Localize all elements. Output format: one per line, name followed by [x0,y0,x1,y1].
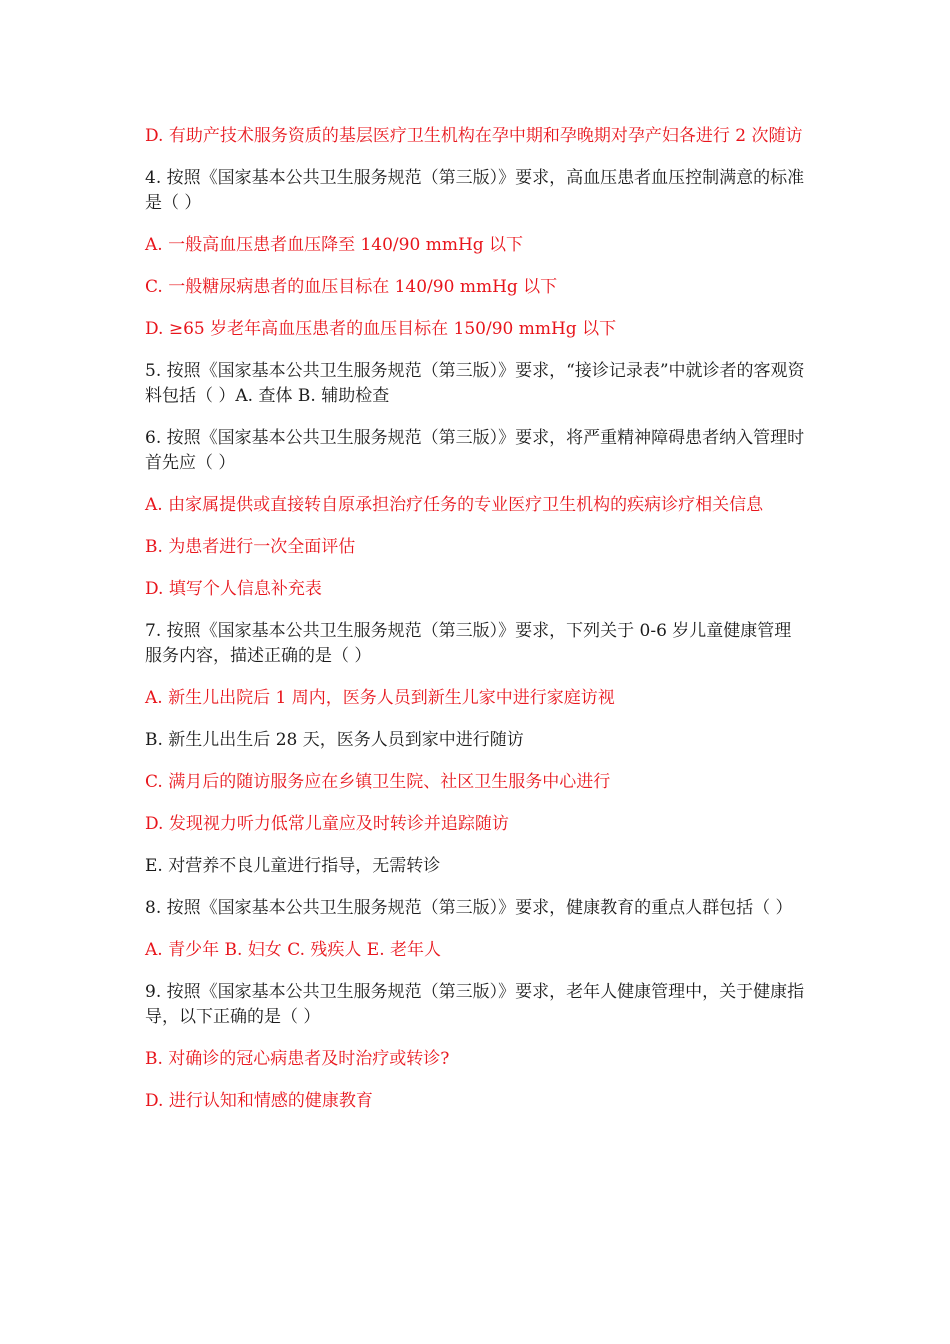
answer-option: A. 由家属提供或直接转自原承担治疗任务的专业医疗卫生机构的疾病诊疗相关信息 [145,495,764,515]
answer-option: B. 对确诊的冠心病患者及时治疗或转诊? [145,1049,450,1069]
question-text: 5. 按照《国家基本公共卫生服务规范（第三版）》要求，“接诊记录表”中就诊者的客观资料包括（ ）A. 查体 B. 辅助检查 [145,361,805,406]
question-text: 7. 按照《国家基本公共卫生服务规范（第三版）》要求，下列关于 0-6 岁儿童健康管理服务内容，描述正确的是（ ） [145,621,792,666]
answer-option: A. 新生儿出院后 1 周内，医务人员到新生儿家中进行家庭访视 [145,688,615,708]
question-text: 9. 按照《国家基本公共卫生服务规范（第三版）》要求，老年人健康管理中，关于健康指导，以下正确的是（ ） [145,982,805,1027]
question-text: 4. 按照《国家基本公共卫生服务规范（第三版）》要求，高血压患者血压控制满意的标准是（ ） [145,168,805,213]
answer-option: B. 为患者进行一次全面评估 [145,537,356,557]
document-page [145,124,805,1131]
answer-option: D. 有助产技术服务资质的基层医疗卫生机构在孕中期和孕晚期对孕产妇各进行 2 次随访 [145,126,803,146]
answer-option: C. 满月后的随访服务应在乡镇卫生院、社区卫生服务中心进行 [145,772,611,792]
answer-option: A. 一般高血压患者血压降至 140/90 mmHg 以下 [145,235,524,255]
answer-option: E. 对营养不良儿童进行指导，无需转诊 [145,856,441,876]
answer-option: B. 新生儿出生后 28 天，医务人员到家中进行随访 [145,730,524,750]
answer-option: D. 发现视力听力低常儿童应及时转诊并追踪随访 [145,814,509,834]
answer-option: A. 青少年 B. 妇女 C. 残疾人 E. 老年人 [145,940,442,960]
question-text: 8. 按照《国家基本公共卫生服务规范（第三版）》要求，健康教育的重点人群包括（ ） [145,898,793,918]
answer-option: C. 一般糖尿病患者的血压目标在 140/90 mmHg 以下 [145,277,558,297]
answer-option: D. 填写个人信息补充表 [145,579,322,599]
question-text: 6. 按照《国家基本公共卫生服务规范（第三版）》要求，将严重精神障碍患者纳入管理时首先应（ ） [145,428,805,473]
answer-option: D. ≥65 岁老年高血压患者的血压目标在 150/90 mmHg 以下 [145,319,617,339]
answer-option: D. 进行认知和情感的健康教育 [145,1091,373,1111]
